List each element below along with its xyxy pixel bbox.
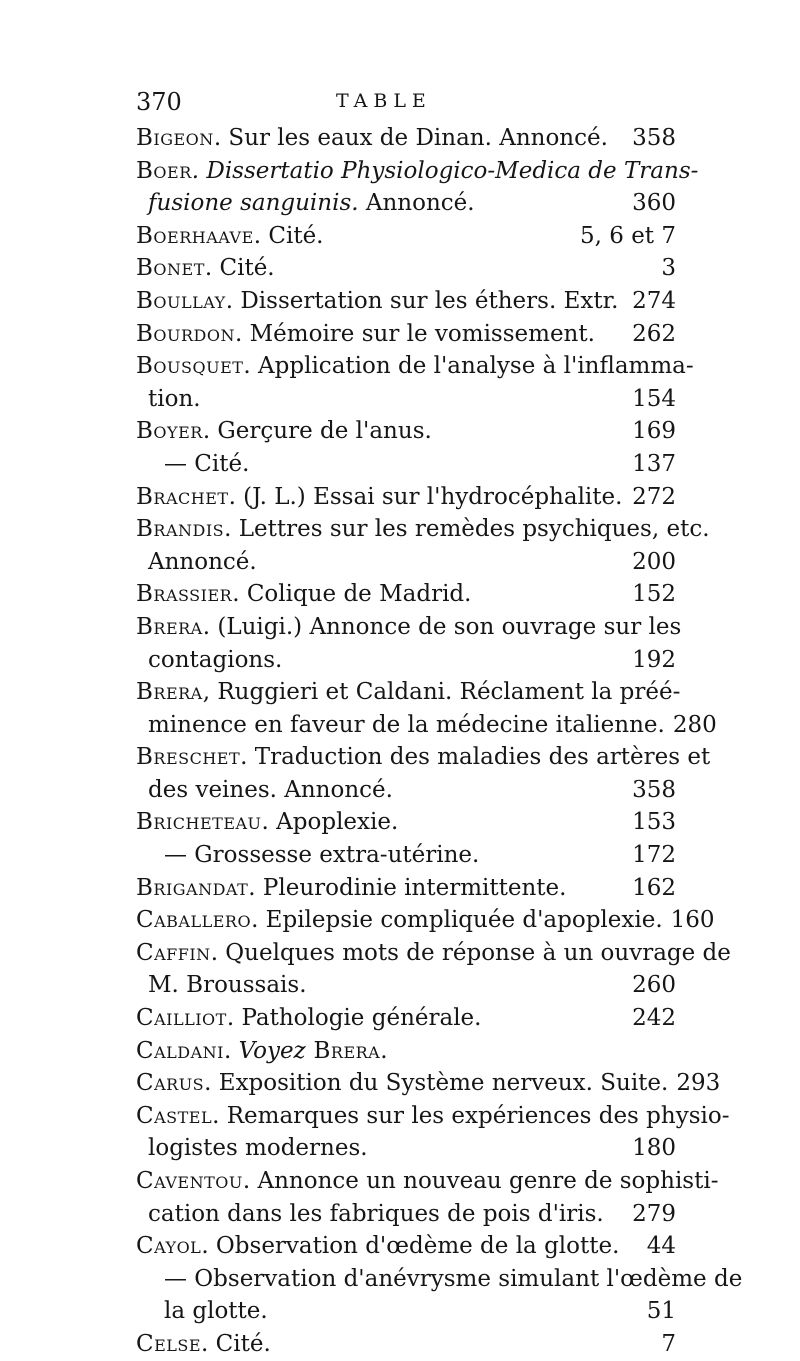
- entry-text: [136, 481, 624, 514]
- entry-description: . Colique de Madrid.: [232, 581, 472, 608]
- index-entry-line: [136, 122, 676, 155]
- index-entry-line: [136, 285, 676, 318]
- entry-description: . Dissertation sur les éthers. Extr.: [225, 287, 619, 314]
- page-reference: 5, 6 et 7: [580, 222, 676, 249]
- entry-description: . Application de l'analyse à l'inflamma-: [243, 353, 694, 380]
- index-entry-line: [136, 318, 676, 351]
- author-name: Caldani: [136, 1037, 224, 1064]
- author-name: Caventou: [136, 1168, 243, 1194]
- page-reference: 260: [632, 972, 676, 999]
- page-reference: 180: [632, 1135, 676, 1162]
- entry-text: [148, 709, 665, 742]
- index-entry: [136, 122, 676, 155]
- index-entry: [136, 285, 676, 318]
- entry-text: [136, 1328, 653, 1361]
- entry-text: [136, 415, 624, 448]
- author-name: Cayol: [136, 1233, 202, 1260]
- page-reference: 3: [661, 255, 676, 282]
- entry-text: [136, 611, 681, 644]
- entry-text: [136, 1100, 729, 1133]
- index-entry-line: [136, 644, 676, 677]
- entry-text: [148, 187, 624, 220]
- entry-text: [136, 578, 624, 611]
- author-name: Bourdon: [136, 320, 235, 347]
- index-entry-line: [136, 187, 676, 220]
- page-reference: 358: [632, 125, 676, 151]
- entry-description: — Observation d'anévrysme simulant l'œdème de: [164, 1265, 743, 1292]
- entry-text: [136, 1067, 668, 1100]
- index-entry: [136, 252, 676, 285]
- index-entry-line: [136, 481, 676, 514]
- index-entry-line: [136, 578, 676, 611]
- entry-description: minence en faveur de la médecine italienne.: [148, 711, 665, 738]
- entry-text: [148, 1198, 624, 1231]
- author-name: Bricheteau: [136, 809, 262, 836]
- entry-text: [136, 1165, 718, 1198]
- index-entry: [136, 1002, 676, 1035]
- page-reference: 360: [632, 190, 676, 217]
- index-entry-line: [136, 1165, 719, 1198]
- index-entry: [136, 481, 676, 514]
- entry-title-italic: Voyez: [238, 1037, 306, 1064]
- index-entry: [136, 937, 731, 1002]
- entry-description: M. Broussais.: [148, 972, 307, 999]
- entry-description: . Sur les eaux de Dinan. Annoncé.: [213, 125, 608, 151]
- index-entry: [136, 1035, 676, 1068]
- entry-description: . Cité.: [201, 1330, 271, 1357]
- author-name: Brera: [136, 613, 203, 640]
- entry-text: [136, 904, 663, 937]
- index-entry: [136, 1328, 676, 1361]
- page-reference: 200: [632, 548, 676, 575]
- entry-description: . Cité.: [204, 255, 275, 282]
- entry-description: . Pleurodinie intermittente.: [248, 874, 567, 901]
- page-reference: 152: [632, 581, 676, 608]
- index-entry: [136, 415, 676, 448]
- index-entry-line: [136, 611, 682, 644]
- index-entry: [136, 676, 717, 741]
- entry-text: [136, 252, 653, 285]
- index-entry-line: [136, 1328, 676, 1361]
- entry-description: . (J. L.) Essai sur l'hydrocéphalite.: [228, 483, 623, 510]
- page-reference: 262: [632, 320, 676, 347]
- index-entry-line: [136, 872, 676, 905]
- index-entry-line: [136, 415, 676, 448]
- entry-description: . Cité.: [253, 222, 324, 249]
- index-entry-line: [136, 350, 694, 383]
- page-reference: 192: [632, 646, 676, 673]
- entry-text: [164, 1263, 742, 1296]
- entry-text: [148, 774, 624, 807]
- index-entry-line: [136, 1295, 676, 1328]
- index-entry-line: [136, 252, 676, 285]
- index-entry: [136, 448, 676, 481]
- entry-title-italic: fusione sanguinis.: [148, 190, 359, 217]
- index-entry-line: [136, 1198, 676, 1231]
- author-name: Brigandat: [136, 874, 249, 901]
- author-name: Boullay: [136, 287, 226, 314]
- entry-text: [136, 318, 624, 351]
- author-name: Brera: [136, 679, 203, 706]
- index-entry: [136, 904, 715, 937]
- entry-description: cation dans les fabriques de pois d'iris.: [148, 1200, 604, 1227]
- entry-text: [136, 1230, 639, 1263]
- running-head: TABLE: [336, 90, 432, 112]
- entry-text: [164, 839, 624, 872]
- index-entry-line: [136, 1067, 721, 1100]
- index-entry: [136, 1230, 676, 1263]
- index-entry-line: [136, 676, 681, 709]
- index-entry: [136, 611, 682, 676]
- entry-text: [136, 937, 731, 970]
- entry-text: [136, 122, 624, 155]
- index-entry: [136, 155, 699, 220]
- page-reference: 280: [672, 711, 717, 738]
- page-number: 370: [136, 88, 182, 116]
- author-name: Boerhaave: [136, 222, 254, 249]
- index-entry-line: [136, 774, 676, 807]
- index-entry: [136, 318, 676, 351]
- page-reference: 272: [632, 483, 676, 510]
- entry-description: contagions.: [148, 646, 283, 673]
- author-name: Boyer: [136, 418, 203, 445]
- entry-text: [136, 220, 572, 253]
- entry-description: tion.: [148, 385, 201, 412]
- entry-description: . Quelques mots de réponse à un ouvrage de: [210, 939, 731, 966]
- author-name: Brachet: [136, 483, 229, 510]
- entry-description: — Grossesse extra-utérine.: [164, 842, 480, 869]
- page-reference: 154: [632, 385, 676, 412]
- entry-text: [136, 676, 680, 709]
- entry-text: [136, 1035, 676, 1068]
- entry-text: [164, 448, 624, 481]
- entry-description: . Epilepsie compliquée d'apoplexie.: [251, 907, 663, 934]
- index-entry: [136, 872, 676, 905]
- page-reference: 160: [670, 907, 715, 934]
- index-entry-line: [136, 1035, 676, 1068]
- author-name: Bigeon: [136, 125, 214, 151]
- entry-text: [136, 513, 710, 546]
- entry-text: [148, 546, 624, 579]
- author-name: Bonet: [136, 255, 205, 282]
- index-entry-line: [136, 513, 710, 546]
- author-name: Celse: [136, 1330, 202, 1357]
- index-entry-line: [136, 220, 676, 253]
- page-reference: 358: [632, 776, 676, 803]
- entry-description: . Mémoire sur le vomissement.: [235, 320, 595, 347]
- entry-description: des veines. Annoncé.: [148, 776, 393, 803]
- page-reference: 279: [632, 1200, 676, 1227]
- index-entry-line: [136, 709, 717, 742]
- entry-description: . Traduction des maladies des artères et: [240, 744, 711, 771]
- page-reference: 172: [632, 842, 676, 869]
- page-reference: 153: [632, 809, 676, 836]
- author-name: Boer: [136, 157, 192, 184]
- index-entry-line: [136, 937, 731, 970]
- index-entry-line: [136, 839, 676, 872]
- page-reference: 169: [632, 418, 676, 445]
- entry-description: . Remarques sur les expériences des physio-: [212, 1102, 730, 1129]
- entry-description: Annoncé.: [358, 190, 475, 217]
- entry-description: . Pathologie générale.: [226, 1005, 482, 1032]
- entry-description: . (Luigi.) Annonce de son ouvrage sur les: [202, 613, 682, 640]
- index-entry-line: [136, 448, 676, 481]
- entry-title-italic: . Dissertatio Physiologico-Medica de Trans-: [191, 157, 699, 184]
- entry-description: logistes modernes.: [148, 1135, 368, 1162]
- index-entry-line: [136, 1230, 676, 1263]
- index-entry-line: [136, 741, 711, 774]
- index-entry: [136, 839, 676, 872]
- entry-description: . Lettres sur les remèdes psychiques, etc.: [224, 516, 710, 543]
- entry-text: [136, 350, 694, 383]
- page-reference: 137: [632, 450, 676, 477]
- index-entry: [136, 578, 676, 611]
- index-entry-line: [136, 383, 676, 416]
- page-reference: 293: [676, 1070, 721, 1097]
- entry-description: . Annonce un nouveau genre de sophisti-: [242, 1168, 719, 1194]
- index-entry: [136, 1100, 730, 1165]
- entry-text: [148, 969, 624, 1002]
- entry-description: . Observation d'œdème de la glotte.: [201, 1233, 620, 1260]
- entry-text: [136, 285, 624, 318]
- index-entry-line: [136, 155, 699, 188]
- page-reference: 162: [632, 874, 676, 901]
- entry-text: [164, 1295, 639, 1328]
- entry-description: la glotte.: [164, 1298, 268, 1325]
- index-entries: [136, 122, 743, 1361]
- entry-text: [136, 155, 698, 188]
- page-reference: 242: [632, 1005, 676, 1032]
- entry-description: .: [223, 1037, 239, 1064]
- page-reference: 274: [632, 287, 676, 314]
- entry-text: [148, 644, 624, 677]
- index-entry-line: [136, 904, 715, 937]
- cross-reference: Brera.: [305, 1037, 389, 1064]
- index-entry: [136, 806, 676, 839]
- index-entry-line: [136, 806, 676, 839]
- author-name: Carus: [136, 1070, 205, 1097]
- entry-text: [148, 383, 624, 416]
- entry-description: , Ruggieri et Caldani. Réclament la préé-: [202, 679, 681, 706]
- page-header: [136, 82, 676, 118]
- author-name: Caballero: [136, 907, 252, 934]
- page-reference: 7: [661, 1330, 676, 1357]
- index-entry: [136, 741, 711, 806]
- entry-description: Annoncé.: [148, 548, 257, 575]
- index-entry: [136, 1165, 719, 1230]
- author-name: Breschet: [136, 744, 241, 771]
- entry-text: [136, 741, 710, 774]
- index-entry: [136, 1263, 743, 1328]
- index-entry: [136, 513, 710, 578]
- entry-text: [136, 806, 624, 839]
- entry-description: — Cité.: [164, 450, 250, 477]
- index-entry: [136, 1067, 721, 1100]
- author-name: Castel: [136, 1102, 213, 1129]
- entry-text: [136, 1002, 624, 1035]
- author-name: Caffin: [136, 939, 211, 966]
- author-name: Bousquet: [136, 353, 244, 380]
- index-entry-line: [136, 546, 676, 579]
- index-entry: [136, 350, 694, 415]
- author-name: Brandis: [136, 516, 225, 543]
- index-entry-line: [136, 1263, 743, 1296]
- index-entry-line: [136, 1002, 676, 1035]
- page-reference: 44: [646, 1233, 676, 1260]
- entry-description: . Gerçure de l'anus.: [202, 418, 432, 445]
- entry-description: . Apoplexie.: [261, 809, 399, 836]
- entry-description: . Exposition du Système nerveux. Suite.: [204, 1070, 669, 1097]
- index-entry-line: [136, 1100, 730, 1133]
- index-entry-line: [136, 1132, 676, 1165]
- entry-text: [148, 1132, 624, 1165]
- index-entry: [136, 220, 676, 253]
- entry-text: [136, 872, 624, 905]
- author-name: Cailliot: [136, 1005, 227, 1032]
- author-name: Brassier: [136, 581, 233, 608]
- page-reference: 51: [646, 1298, 676, 1325]
- index-entry-line: [136, 969, 676, 1002]
